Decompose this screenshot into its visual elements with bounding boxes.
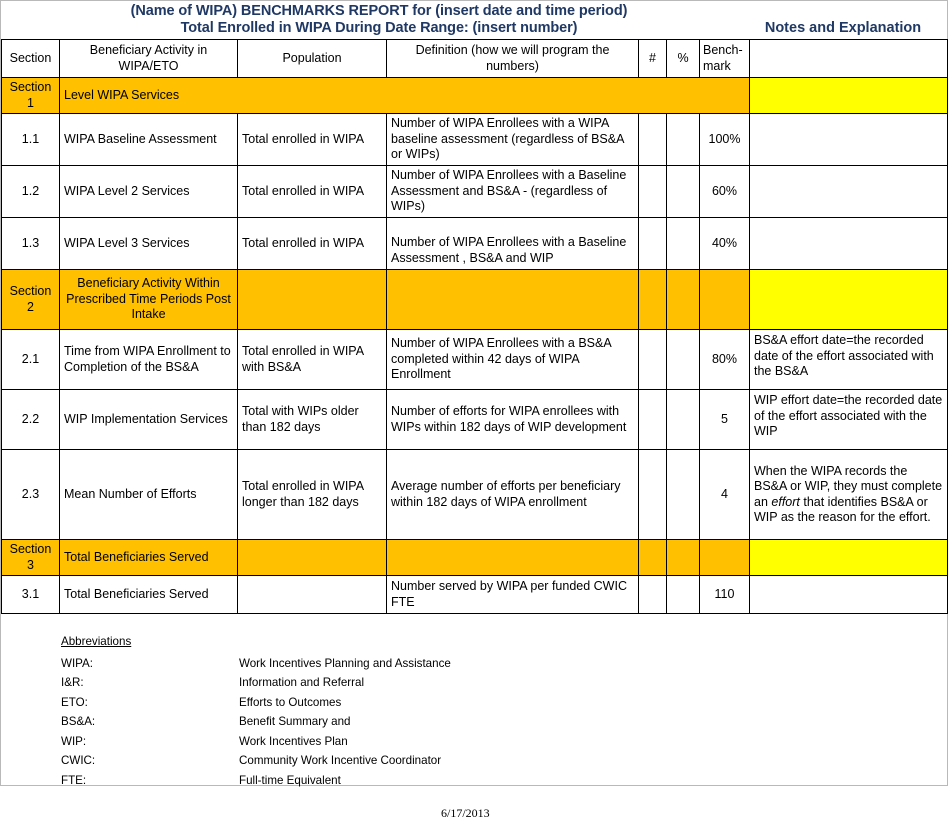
- section-header-row: [2, 540, 948, 576]
- section-word: Section: [9, 542, 52, 556]
- row-notes: [750, 166, 948, 218]
- row-population: [238, 576, 387, 614]
- row-definition: Number served by WIPA per funded CWIC FTE: [387, 576, 639, 614]
- abbreviation-row: [61, 732, 947, 752]
- section-word: Section: [9, 80, 52, 94]
- row-definition: Number of WIPA Enrollees with a WIPA baseline assessment (regardless of BS&A or WIPs): [387, 114, 639, 166]
- row-benchmark: 100%: [700, 114, 750, 166]
- row-count: [639, 330, 667, 390]
- abbreviation-value: Information and Referral: [239, 676, 365, 689]
- row-count: [639, 166, 667, 218]
- row-count: [639, 114, 667, 166]
- row-benchmark: 80%: [700, 330, 750, 390]
- table-row: [2, 330, 948, 390]
- row-count: [639, 450, 667, 540]
- row-activity: Total Beneficiaries Served: [60, 576, 238, 614]
- row-benchmark: 5: [700, 390, 750, 450]
- row-notes: [750, 218, 948, 270]
- section-word: Section: [9, 284, 52, 298]
- abbreviation-value: Full-time Equivalent: [239, 773, 341, 787]
- abbreviation-value: Efforts to Outcomes: [239, 695, 342, 709]
- row-count: [639, 218, 667, 270]
- column-header-notes: [750, 40, 948, 78]
- row-number: 1.2: [2, 166, 60, 218]
- table-row: [2, 390, 948, 450]
- row-activity: WIP Implementation Services: [60, 390, 238, 450]
- abbreviation-value: Benefit Summary and: [239, 715, 351, 728]
- abbreviations-heading: Abbreviations: [61, 635, 132, 648]
- row-number: 1.1: [2, 114, 60, 166]
- section-hash-cell: [639, 540, 667, 576]
- row-activity: WIPA Level 2 Services: [60, 166, 238, 218]
- table-row: [2, 114, 948, 166]
- benchmarks-table: [1, 39, 948, 614]
- row-percent: [667, 390, 700, 450]
- row-benchmark: 60%: [700, 166, 750, 218]
- row-benchmark: 4: [700, 450, 750, 540]
- row-percent: [667, 450, 700, 540]
- section-def-cell: [387, 270, 639, 330]
- table-header-row: [2, 40, 948, 78]
- row-number: 1.3: [2, 218, 60, 270]
- section-number: 1: [27, 95, 34, 110]
- abbreviation-key: WIPA:: [61, 656, 93, 670]
- row-count: [639, 576, 667, 614]
- abbreviations-list: [61, 654, 947, 791]
- notes-column-header: Notes and Explanation: [764, 20, 922, 36]
- row-population: Total enrolled in WIPA: [238, 114, 387, 166]
- abbreviation-key: FTE:: [61, 773, 87, 787]
- row-definition: Number of WIPA Enrollees with a Baseline Assessment and BS&A - (regardless of WIPs): [387, 166, 639, 218]
- notes-emphasis: effort: [771, 494, 800, 509]
- column-header-benchmark: Bench- mark: [700, 40, 750, 78]
- column-header-population: Population: [238, 40, 387, 78]
- section-notes-cell: [750, 270, 948, 330]
- section-number: 3: [27, 557, 34, 572]
- row-population: Total enrolled in WIPA: [238, 166, 387, 218]
- row-notes: [750, 114, 948, 166]
- row-number: 2.1: [2, 330, 60, 390]
- row-definition: Number of WIPA Enrollees with a Baseline Assessment , BS&A and WIP: [387, 218, 639, 270]
- row-number: 2.2: [2, 390, 60, 450]
- abbreviation-value: Community Work Incentive Coordinator: [239, 754, 442, 767]
- section-number-label: [2, 78, 60, 114]
- abbreviation-row: [61, 771, 947, 791]
- abbreviation-value: Work Incentives Planning and Assistance: [239, 656, 451, 670]
- row-number: 2.3: [2, 450, 60, 540]
- section-number: 2: [27, 299, 34, 314]
- abbreviation-key: WIP:: [61, 734, 87, 748]
- abbreviation-row: [61, 751, 947, 771]
- row-activity: Time from WIPA Enrollment to Completion of the BS&A: [60, 330, 238, 390]
- row-percent: [667, 218, 700, 270]
- row-notes: BS&A effort date=the recorded date of the effort associated with the BS&A: [750, 330, 948, 390]
- abbreviation-key: ETO:: [61, 695, 88, 709]
- table-row: [2, 450, 948, 540]
- row-population: Total with WIPs older than 182 days: [238, 390, 387, 450]
- row-notes: When the WIPA records the BS&A or WIP, they must complete an effort that identifies BS&A or WIP as the reason for the effort.: [750, 450, 948, 540]
- section-pct-cell: [667, 270, 700, 330]
- row-benchmark: 110: [700, 576, 750, 614]
- document-header: [1, 1, 947, 39]
- section-title: Level WIPA Services: [60, 78, 750, 114]
- section-pct-cell: [667, 540, 700, 576]
- table-row: [2, 218, 948, 270]
- row-percent: [667, 330, 700, 390]
- section-notes-cell: [750, 540, 948, 576]
- row-definition: Number of efforts for WIPA enrollees with WIPs within 182 days of WIP development: [387, 390, 639, 450]
- table-row: [2, 166, 948, 218]
- row-population: Total enrolled in WIPA: [238, 218, 387, 270]
- table-row: [2, 576, 948, 614]
- row-percent: [667, 166, 700, 218]
- section-pop-cell: [238, 540, 387, 576]
- row-population: Total enrolled in WIPA longer than 182 days: [238, 450, 387, 540]
- row-activity: Mean Number of Efforts: [60, 450, 238, 540]
- section-bm-cell: [700, 270, 750, 330]
- section-hash-cell: [639, 270, 667, 330]
- section-pop-cell: [238, 270, 387, 330]
- column-header-percent: %: [667, 40, 700, 78]
- column-header-count: #: [639, 40, 667, 78]
- row-population: Total enrolled in WIPA with BS&A: [238, 330, 387, 390]
- abbreviations-block: [1, 632, 947, 790]
- section-title: Total Beneficiaries Served: [60, 540, 238, 576]
- abbreviation-value: Work Incentives Plan: [239, 734, 348, 748]
- section-title: Beneficiary Activity Within Prescribed Time Periods Post Intake: [60, 270, 238, 330]
- column-header-section: Section: [2, 40, 60, 78]
- row-notes: [750, 576, 948, 614]
- row-percent: [667, 114, 700, 166]
- row-number: 3.1: [2, 576, 60, 614]
- abbreviation-row: [61, 654, 947, 674]
- section-def-cell: [387, 540, 639, 576]
- abbreviation-key: I&R:: [61, 676, 84, 689]
- report-title-line-1: (Name of WIPA) BENCHMARKS REPORT for (insert date and time period): [130, 3, 628, 19]
- row-notes: WIP effort date=the recorded date of the effort associated with the WIP: [750, 390, 948, 450]
- abbreviation-key: CWIC:: [61, 754, 96, 767]
- row-definition: Number of WIPA Enrollees with a BS&A completed within 42 days of WIPA Enrollment: [387, 330, 639, 390]
- document-date: 6/17/2013: [441, 806, 490, 820]
- row-activity: WIPA Level 3 Services: [60, 218, 238, 270]
- column-header-activity: Beneficiary Activity in WIPA/ETO: [60, 40, 238, 78]
- section-header-row: [2, 78, 948, 114]
- section-number-label: [2, 540, 60, 576]
- row-definition: Average number of efforts per beneficiary within 182 days of WIPA enrollment: [387, 450, 639, 540]
- section-number-label: [2, 270, 60, 330]
- row-benchmark: 40%: [700, 218, 750, 270]
- abbreviation-row: [61, 693, 947, 713]
- section-notes-cell: [750, 78, 948, 114]
- row-percent: [667, 576, 700, 614]
- abbreviation-row: [61, 673, 947, 693]
- section-header-row: [2, 270, 948, 330]
- report-title-line-2: Total Enrolled in WIPA During Date Range: (insert number): [180, 20, 578, 36]
- row-count: [639, 390, 667, 450]
- abbreviation-row: [61, 712, 947, 732]
- column-header-definition: Definition (how we will program the numbers): [387, 40, 639, 78]
- section-bm-cell: [700, 540, 750, 576]
- row-activity: WIPA Baseline Assessment: [60, 114, 238, 166]
- abbreviation-key: BS&A:: [61, 715, 96, 728]
